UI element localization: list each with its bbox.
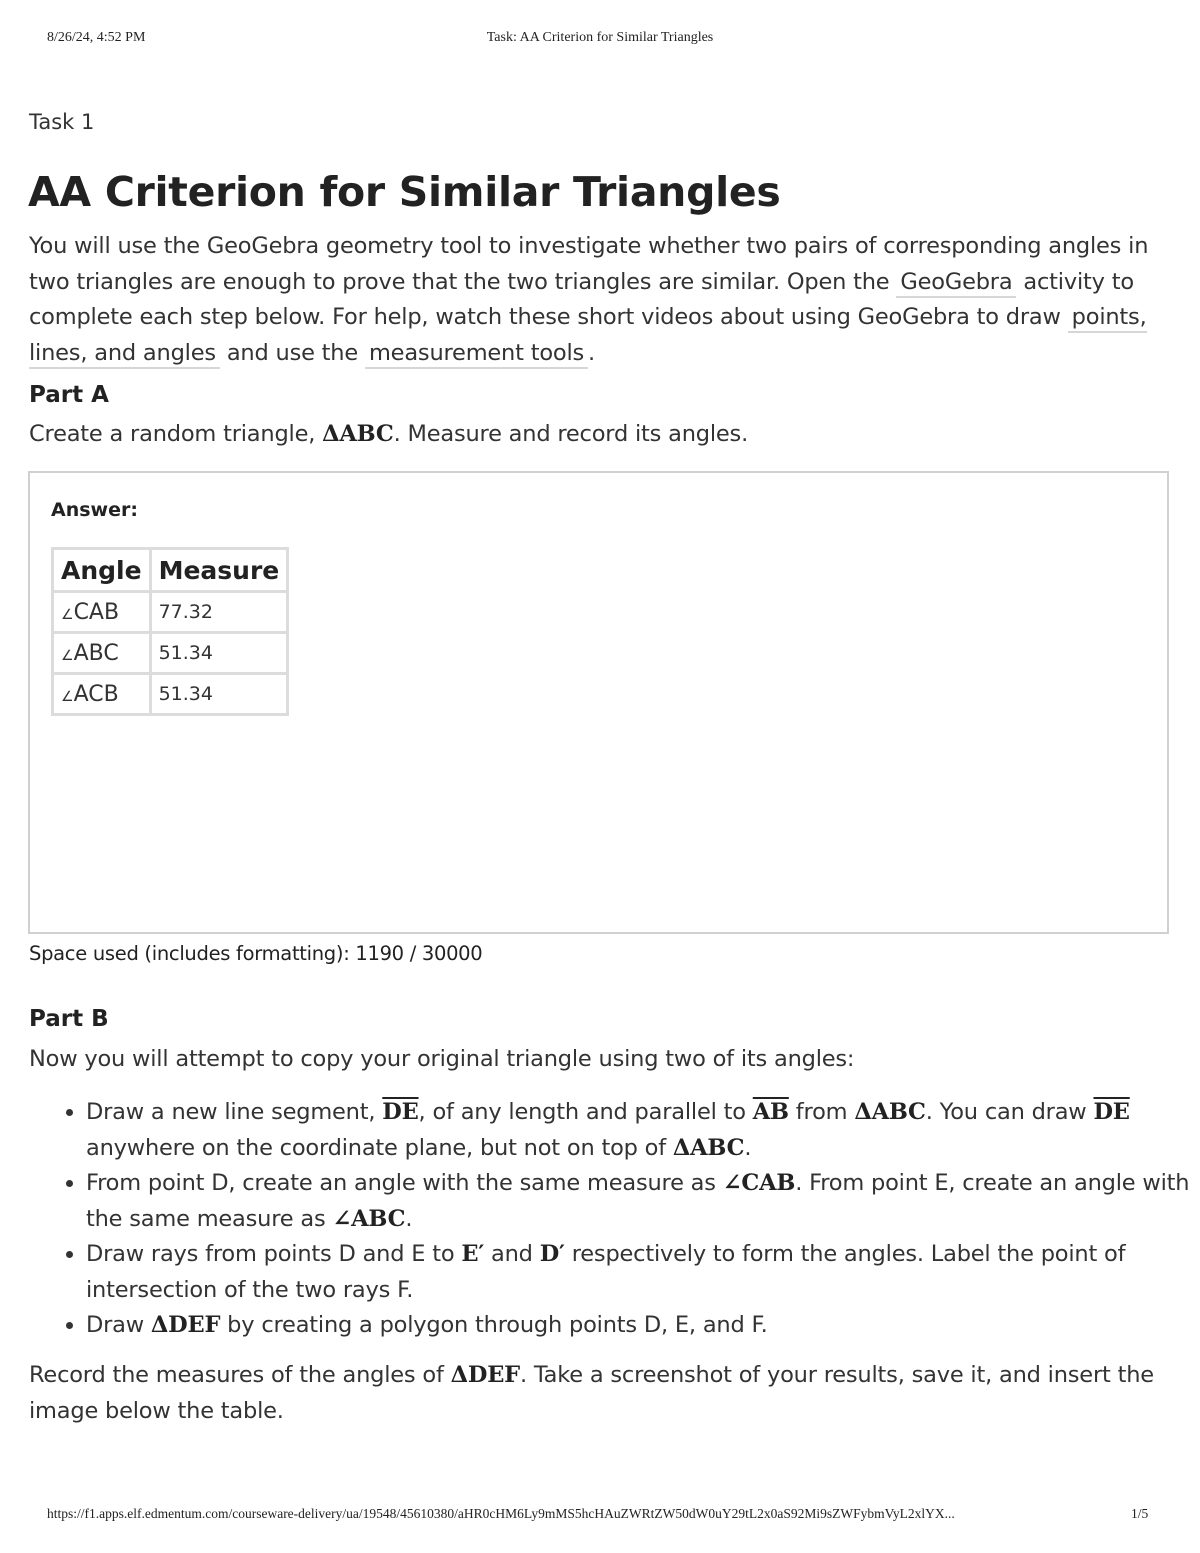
angle-name: ACB (73, 681, 119, 707)
angle-cell (53, 674, 151, 715)
triangle-def-math: ΔDEF (150, 1312, 221, 1338)
answer-label: Answer: (51, 499, 138, 521)
list-item (86, 1095, 1200, 1166)
step-text: . From point E, create an angle with the same measure as (86, 1170, 1190, 1232)
table-header-row (53, 549, 288, 592)
page-title: AA Criterion for Similar Triangles (28, 168, 781, 216)
intro-text-4: . (588, 339, 595, 366)
measure-cell: 77.32 (150, 592, 288, 633)
intro-paragraph (29, 229, 1179, 371)
part-a-heading: Part A (29, 382, 109, 408)
list-item (86, 1308, 1200, 1344)
print-title: Task: AA Criterion for Similar Triangles (486, 30, 714, 45)
step-text: respectively to form the angles. Label the point of intersection of the two rays F. (86, 1241, 1126, 1303)
print-url: https://f1.apps.elf.edmentum.com/courseware-delivery/ua/19548/45610380/aHR0cHM6Ly9mMS5hcHAuZWRtZW50dW0uY29tL2x0aS92Mi9sZWFybmVyL2xlYX... (47, 1506, 955, 1521)
angle-abc-math: ∠ABC (332, 1205, 406, 1232)
record-text: . Take a screenshot of your results, save it, and insert the image below the table. (29, 1362, 1154, 1424)
point-e-prime-math: E′ (461, 1241, 485, 1267)
step-text: From point D, create an angle with the same measure as (86, 1170, 723, 1196)
part-a-prompt-text-2: . Measure and record its angles. (393, 421, 749, 447)
angle-name: ABC (73, 640, 119, 666)
print-datetime: 8/26/24, 4:52 PM (47, 30, 146, 45)
record-instructions (29, 1358, 1179, 1429)
step-text: Draw a new line segment, (86, 1099, 383, 1125)
step-text: by creating a polygon through points D, E, and F. (220, 1312, 768, 1338)
step-text: . (744, 1134, 752, 1161)
intro-text-2: activity to complete each step below. For help, watch these short videos about using GeoGebra to draw (29, 268, 1134, 330)
measure-cell: 51.34 (150, 674, 288, 715)
angle-icon: ∠ (61, 606, 74, 623)
step-text: , of any length and parallel to (418, 1099, 753, 1125)
point-d-prime-math: D′ (539, 1241, 565, 1267)
triangle-abc-math: ΔABC (322, 421, 394, 447)
print-header (0, 30, 1200, 50)
angle-cab-math: ∠CAB (722, 1170, 796, 1196)
angle-cell (53, 592, 151, 633)
part-b-prompt: Now you will attempt to copy your original triangle using two of its angles: (29, 1046, 855, 1072)
step-list (58, 1095, 1200, 1344)
page-number: 1/5 (1131, 1506, 1149, 1521)
list-item (86, 1166, 1200, 1237)
angle-column-header: Angle (53, 549, 151, 592)
angle-measure-table (51, 547, 289, 716)
angle-name: CAB (73, 599, 120, 625)
measure-column-header: Measure (150, 549, 288, 592)
angle-cell (53, 633, 151, 674)
step-text: and (484, 1241, 540, 1267)
segment-de-math: $\overline{DE}$ (382, 1099, 419, 1125)
points-lines-angles-link[interactable]: points, lines, and angles (29, 304, 1147, 369)
angle-icon: ∠ (61, 647, 74, 664)
print-footer (0, 1506, 1200, 1526)
intro-text-1: You will use the GeoGebra geometry tool to investigate whether two pairs of corresponding angles in two triangles are enough to prove that the two triangles are similar. Open the (29, 233, 1149, 295)
intro-text-3: and use the (219, 339, 365, 366)
part-a-prompt-text-1: Create a random triangle, (29, 421, 323, 447)
space-used-counter: Space used (includes formatting): 1190 / 30000 (29, 942, 483, 965)
triangle-def-math: ΔDEF (450, 1362, 520, 1388)
step-text: from (788, 1099, 855, 1125)
task-label: Task 1 (29, 110, 95, 134)
segment-ab-math: $\overline{AB}$ (752, 1099, 789, 1125)
angle-icon: ∠ (61, 688, 74, 705)
record-text: Record the measures of the angles of (29, 1362, 451, 1388)
part-b-heading: Part B (29, 1006, 109, 1032)
step-text: Draw rays from points D and E to (86, 1241, 462, 1267)
triangle-abc-math: ΔABC (854, 1099, 926, 1125)
table-row (53, 633, 288, 674)
segment-de-math: $\overline{DE}$ (1093, 1099, 1130, 1125)
measure-cell: 51.34 (150, 633, 288, 674)
step-text: . (405, 1205, 413, 1232)
part-a-prompt (29, 421, 748, 447)
step-text: Draw (86, 1312, 151, 1338)
step-text: anywhere on the coordinate plane, but not on top of (86, 1134, 673, 1161)
triangle-abc-math: ΔABC (672, 1134, 745, 1161)
measurement-tools-link[interactable]: measurement tools (365, 340, 588, 369)
table-row (53, 674, 288, 715)
step-text: . You can draw (925, 1099, 1094, 1125)
answer-box[interactable] (28, 471, 1169, 934)
geogebra-link[interactable]: GeoGebra (896, 269, 1016, 298)
table-row (53, 592, 288, 633)
list-item (86, 1237, 1200, 1308)
